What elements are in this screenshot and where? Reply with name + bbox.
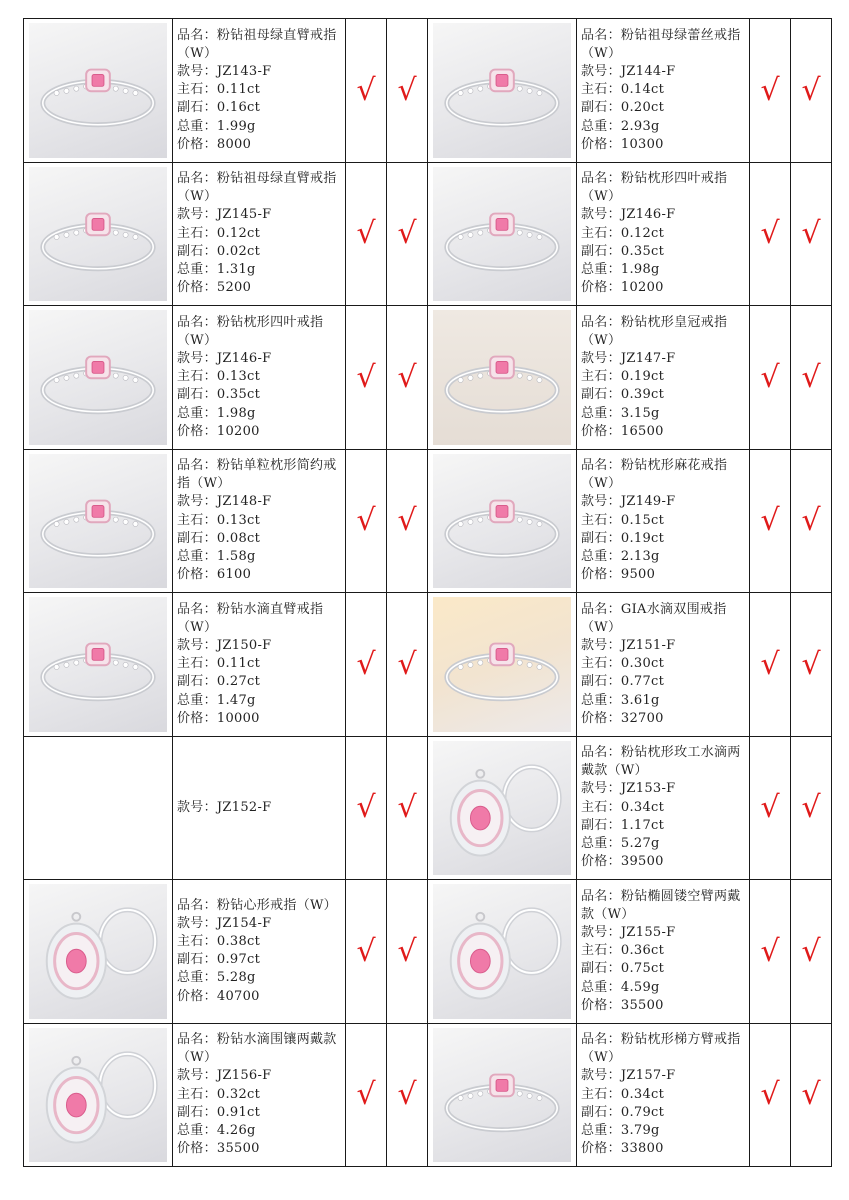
product-photo xyxy=(433,884,571,1019)
product-photo xyxy=(433,1028,571,1163)
description-line: 价格：9500 xyxy=(581,567,656,583)
check-mark: √ xyxy=(346,19,387,163)
product-description xyxy=(577,593,750,737)
description-line: 主石：0.38ct xyxy=(177,934,261,950)
description-line: 款号：JZ145-F xyxy=(177,207,272,223)
check-mark: √ xyxy=(750,162,791,306)
product-description xyxy=(173,880,346,1024)
product-description xyxy=(173,1023,346,1167)
check-mark: √ xyxy=(387,19,428,163)
product-row xyxy=(24,736,832,880)
description-line: 主石：0.12ct xyxy=(581,225,665,241)
description-line: 总重：1.31g xyxy=(177,262,256,278)
product-photo xyxy=(29,167,167,302)
description-line: 款号：JZ147-F xyxy=(581,350,676,366)
product-photo xyxy=(29,884,167,1019)
check-mark: √ xyxy=(750,736,791,880)
description-line: 款号：JZ153-F xyxy=(581,781,676,797)
product-description xyxy=(173,162,346,306)
description-line: 副石：0.39ct xyxy=(581,387,665,403)
description-line: 价格：16500 xyxy=(581,423,664,439)
product-photo xyxy=(29,454,167,589)
description-line: 副石：0.77ct xyxy=(581,674,665,690)
product-photo xyxy=(433,597,571,732)
product-description xyxy=(577,306,750,450)
product-description xyxy=(577,880,750,1024)
description-line: 价格：10200 xyxy=(581,280,664,296)
description-line: 品名：粉钻枕形四叶戒指（W） xyxy=(177,314,324,348)
product-photo xyxy=(29,310,167,445)
description-line: 款号：JZ146-F xyxy=(177,350,272,366)
description-line: 总重：3.61g xyxy=(581,692,660,708)
description-line: 主石：0.36ct xyxy=(581,943,665,959)
description-line: 总重：3.15g xyxy=(581,405,660,421)
product-row xyxy=(24,449,832,593)
product-photo xyxy=(433,310,571,445)
product-photo-cell xyxy=(24,306,173,450)
check-mark: √ xyxy=(791,19,832,163)
product-photo-cell xyxy=(428,593,577,737)
description-line: 品名：粉钻水滴直臂戒指（W） xyxy=(177,601,324,635)
description-line: 总重：4.59g xyxy=(581,979,660,995)
check-mark: √ xyxy=(791,736,832,880)
description-line: 总重：1.58g xyxy=(177,549,256,565)
description-line: 品名：粉钻祖母绿蕾丝戒指（W） xyxy=(581,27,741,61)
check-mark: √ xyxy=(791,162,832,306)
description-line: 总重：1.98g xyxy=(177,405,256,421)
product-photo-cell xyxy=(24,162,173,306)
description-line: 品名：粉钻枕形四叶戒指（W） xyxy=(581,171,728,205)
product-photo-cell xyxy=(428,1023,577,1167)
product-photo xyxy=(433,454,571,589)
description-line: 总重：5.27g xyxy=(581,836,660,852)
product-row xyxy=(24,880,832,1024)
check-mark: √ xyxy=(387,736,428,880)
description-line: 价格：5200 xyxy=(177,280,252,296)
description-line: 主石：0.11ct xyxy=(177,656,261,672)
description-line: 副石：0.16ct xyxy=(177,100,261,116)
product-description xyxy=(173,449,346,593)
product-photo-cell xyxy=(428,736,577,880)
description-line: 款号：JZ154-F xyxy=(177,915,272,931)
product-description xyxy=(577,1023,750,1167)
check-mark: √ xyxy=(387,880,428,1024)
product-photo-cell xyxy=(24,736,173,880)
product-photo-cell xyxy=(428,306,577,450)
description-line: 品名：粉钻枕形皇冠戒指（W） xyxy=(581,314,728,348)
description-line: 副石：1.17ct xyxy=(581,817,665,833)
product-photo xyxy=(29,23,167,158)
product-description xyxy=(173,593,346,737)
description-line: 主石：0.13ct xyxy=(177,512,261,528)
description-line: 总重：5.28g xyxy=(177,970,256,986)
description-line: 款号：JZ155-F xyxy=(581,924,676,940)
check-mark: √ xyxy=(346,880,387,1024)
description-line: 款号：JZ152-F xyxy=(177,799,272,815)
check-mark: √ xyxy=(750,1023,791,1167)
description-line: 副石：0.08ct xyxy=(177,530,261,546)
product-photo-cell xyxy=(428,19,577,163)
description-line: 价格：10300 xyxy=(581,136,664,152)
description-line: 款号：JZ146-F xyxy=(581,207,676,223)
check-mark: √ xyxy=(791,449,832,593)
description-line: 款号：JZ149-F xyxy=(581,494,676,510)
description-line: 款号：JZ157-F xyxy=(581,1068,676,1084)
product-photo xyxy=(433,741,571,876)
check-mark: √ xyxy=(346,593,387,737)
description-line: 款号：JZ150-F xyxy=(177,637,272,653)
description-line: 品名：粉钻枕形麻花戒指（W） xyxy=(581,458,728,492)
check-mark: √ xyxy=(346,1023,387,1167)
check-mark: √ xyxy=(346,162,387,306)
check-mark: √ xyxy=(346,736,387,880)
description-line: 主石：0.14ct xyxy=(581,82,665,98)
product-photo-cell xyxy=(24,1023,173,1167)
product-description xyxy=(577,449,750,593)
check-mark: √ xyxy=(387,306,428,450)
description-line: 副石：0.27ct xyxy=(177,674,261,690)
product-row xyxy=(24,593,832,737)
description-line: 款号：JZ151-F xyxy=(581,637,676,653)
product-description xyxy=(577,19,750,163)
description-line: 品名：粉钻祖母绿直臂戒指（W） xyxy=(177,171,337,205)
description-line: 副石：0.75ct xyxy=(581,961,665,977)
check-mark: √ xyxy=(387,449,428,593)
description-line: 总重：2.13g xyxy=(581,549,660,565)
description-line: 主石：0.11ct xyxy=(177,82,261,98)
product-photo-cell xyxy=(24,449,173,593)
description-line: 价格：10000 xyxy=(177,710,260,726)
description-line: 主石：0.13ct xyxy=(177,369,261,385)
description-line: 品名：粉钻椭圆镂空臂两戴款（W） xyxy=(581,888,741,922)
product-photo xyxy=(29,597,167,732)
description-line: 副石：0.97ct xyxy=(177,952,261,968)
description-line: 品名：粉钻单粒枕形简约戒指（W） xyxy=(177,458,337,492)
description-line: 主石：0.34ct xyxy=(581,1086,665,1102)
description-line: 价格：33800 xyxy=(581,1141,664,1157)
description-line: 主石：0.15ct xyxy=(581,512,665,528)
product-row xyxy=(24,162,832,306)
check-mark: √ xyxy=(387,593,428,737)
description-line: 品名：粉钻枕形玫工水滴两戴款（W） xyxy=(581,745,741,779)
check-mark: √ xyxy=(750,19,791,163)
description-line: 价格：35500 xyxy=(177,1141,260,1157)
description-line: 价格：40700 xyxy=(177,988,260,1004)
description-line: 主石：0.12ct xyxy=(177,225,261,241)
product-photo xyxy=(29,1028,167,1163)
check-mark: √ xyxy=(387,162,428,306)
description-line: 价格：10200 xyxy=(177,423,260,439)
check-mark: √ xyxy=(791,880,832,1024)
description-line: 品名：粉钻水滴围镶两戴款（W） xyxy=(177,1032,337,1066)
product-photo-cell xyxy=(428,449,577,593)
check-mark: √ xyxy=(346,306,387,450)
product-description xyxy=(173,306,346,450)
product-description xyxy=(577,162,750,306)
description-line: 副石：0.35ct xyxy=(177,387,261,403)
product-row xyxy=(24,1023,832,1167)
product-photo-cell xyxy=(24,593,173,737)
check-mark: √ xyxy=(750,593,791,737)
product-row xyxy=(24,19,832,163)
check-mark: √ xyxy=(750,449,791,593)
description-line: 主石：0.30ct xyxy=(581,656,665,672)
check-mark: √ xyxy=(346,449,387,593)
description-line: 副石：0.02ct xyxy=(177,243,261,259)
product-photo-cell xyxy=(428,880,577,1024)
description-line: 总重：1.47g xyxy=(177,692,256,708)
description-line: 副石：0.91ct xyxy=(177,1104,261,1120)
check-mark: √ xyxy=(750,880,791,1024)
check-mark: √ xyxy=(791,1023,832,1167)
description-line: 价格：35500 xyxy=(581,997,664,1013)
description-line: 副石：0.35ct xyxy=(581,243,665,259)
description-line: 价格：8000 xyxy=(177,136,252,152)
product-photo-cell xyxy=(428,162,577,306)
description-line: 总重：1.99g xyxy=(177,118,256,134)
product-table xyxy=(23,18,832,1167)
product-description xyxy=(577,736,750,880)
description-line: 副石：0.79ct xyxy=(581,1104,665,1120)
description-line: 价格：39500 xyxy=(581,854,664,870)
description-line: 款号：JZ144-F xyxy=(581,63,676,79)
description-line: 品名：粉钻祖母绿直臂戒指（W） xyxy=(177,27,337,61)
description-line: 款号：JZ156-F xyxy=(177,1068,272,1084)
check-mark: √ xyxy=(791,306,832,450)
description-line: 品名：GIA水滴双围戒指（W） xyxy=(581,601,727,635)
description-line: 主石：0.19ct xyxy=(581,369,665,385)
product-photo xyxy=(433,23,571,158)
description-line: 总重：2.93g xyxy=(581,118,660,134)
description-line: 款号：JZ143-F xyxy=(177,63,272,79)
product-description xyxy=(173,736,346,880)
product-photo-cell xyxy=(24,880,173,1024)
product-photo xyxy=(433,167,571,302)
description-line: 价格：6100 xyxy=(177,567,252,583)
product-description xyxy=(173,19,346,163)
description-line: 总重：1.98g xyxy=(581,262,660,278)
description-line: 主石：0.34ct xyxy=(581,799,665,815)
description-line: 副石：0.20ct xyxy=(581,100,665,116)
description-line: 总重：4.26g xyxy=(177,1123,256,1139)
check-mark: √ xyxy=(791,593,832,737)
product-photo-cell xyxy=(24,19,173,163)
description-line: 总重：3.79g xyxy=(581,1123,660,1139)
description-line: 价格：32700 xyxy=(581,710,664,726)
description-line: 品名：粉钻枕形梯方臂戒指（W） xyxy=(581,1032,741,1066)
product-row xyxy=(24,306,832,450)
description-line: 副石：0.19ct xyxy=(581,530,665,546)
check-mark: √ xyxy=(750,306,791,450)
check-mark: √ xyxy=(387,1023,428,1167)
description-line: 款号：JZ148-F xyxy=(177,494,272,510)
description-line: 主石：0.32ct xyxy=(177,1086,261,1102)
description-line: 品名：粉钻心形戒指（W） xyxy=(177,897,337,913)
